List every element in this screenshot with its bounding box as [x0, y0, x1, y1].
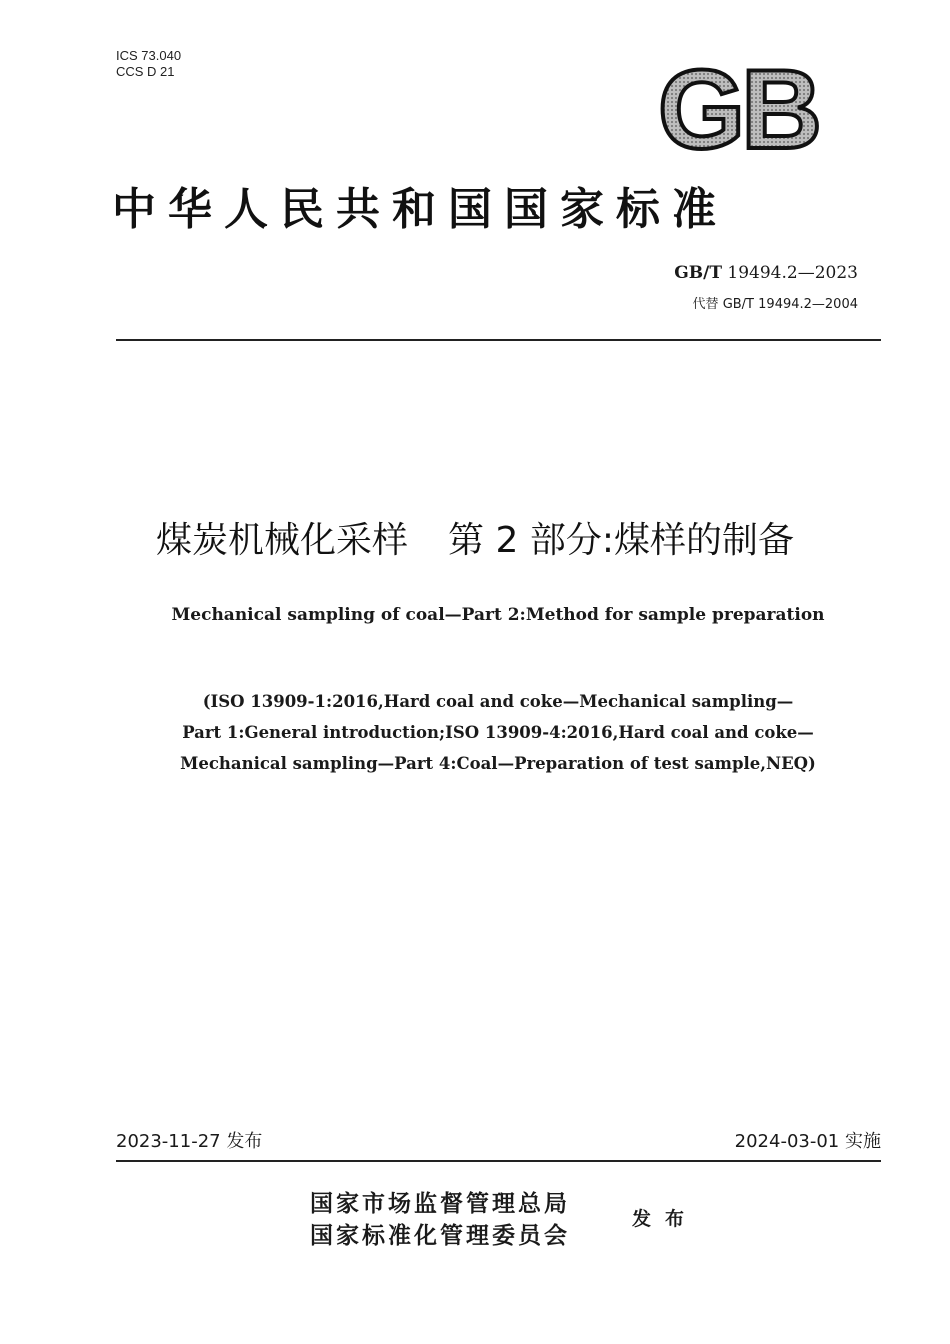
- replaces-label: 代替: [692, 297, 719, 312]
- ccs-code: CCS D 21: [116, 64, 175, 79]
- standard-prefix: GB/T: [674, 263, 723, 283]
- iso-line-2: Part 1:General introduction;ISO 13909-4:2016,Hard coal and coke—: [182, 723, 814, 742]
- chinese-title-main: 煤炭机械化采样: [156, 520, 409, 561]
- implementation-date: 2024-03-01 实施: [734, 1131, 881, 1152]
- issuer-sac: 国家标准化管理委员会: [310, 1222, 570, 1249]
- issuer-samr: 国家市场监督管理总局: [310, 1190, 570, 1217]
- replaces-standard: [693, 296, 858, 314]
- chinese-title-part: 第 2 部分:煤样的制备: [448, 520, 794, 561]
- national-standard-title: 中华人民共和国国家标准: [112, 184, 728, 235]
- svg-text:GB: GB: [658, 60, 818, 156]
- chinese-title: [0, 516, 950, 566]
- english-title: Mechanical sampling of coal—Part 2:Method for sample preparation: [171, 605, 825, 625]
- top-divider: [116, 339, 881, 341]
- standard-code: 19494.2—2023: [727, 263, 858, 283]
- gb-logo-icon: [642, 60, 834, 156]
- replaces-prefix: GB/T: [722, 297, 755, 312]
- issue-label: 发布: [632, 1208, 699, 1230]
- replaces-code: 19494.2—2004: [758, 297, 858, 312]
- bottom-divider: [116, 1160, 881, 1162]
- iso-equivalence: [0, 686, 950, 779]
- iso-line-1: (ISO 13909-1:2016,Hard coal and coke—Mechanical sampling—: [202, 692, 794, 711]
- issuing-authorities: [310, 1188, 570, 1252]
- standard-number: [674, 262, 858, 284]
- classification-codes: [116, 48, 181, 80]
- publish-date: 2023-11-27 发布: [116, 1131, 263, 1152]
- ics-code: ICS 73.040: [116, 48, 182, 63]
- iso-line-3: Mechanical sampling—Part 4:Coal—Preparation of test sample,NEQ): [180, 754, 816, 773]
